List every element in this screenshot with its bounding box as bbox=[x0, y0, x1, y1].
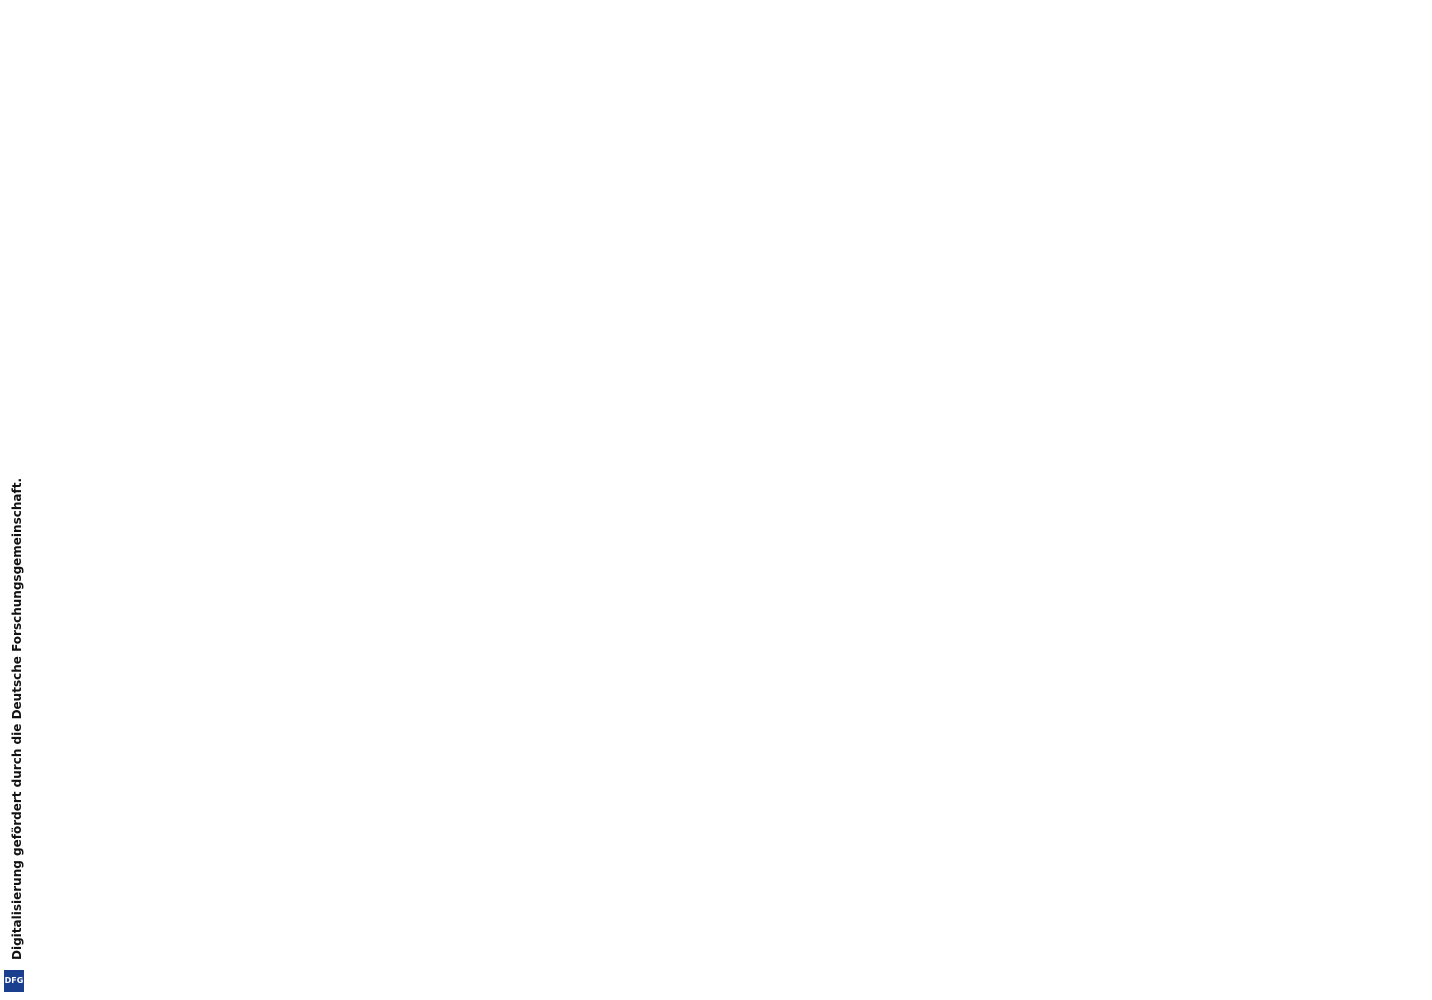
dfg-logo: DFG bbox=[4, 970, 24, 992]
footer-text: Digitalisierung gefördert durch die Deutsche Forschungsgemeinschaft. bbox=[10, 477, 24, 960]
footer bbox=[0, 0, 30, 1000]
